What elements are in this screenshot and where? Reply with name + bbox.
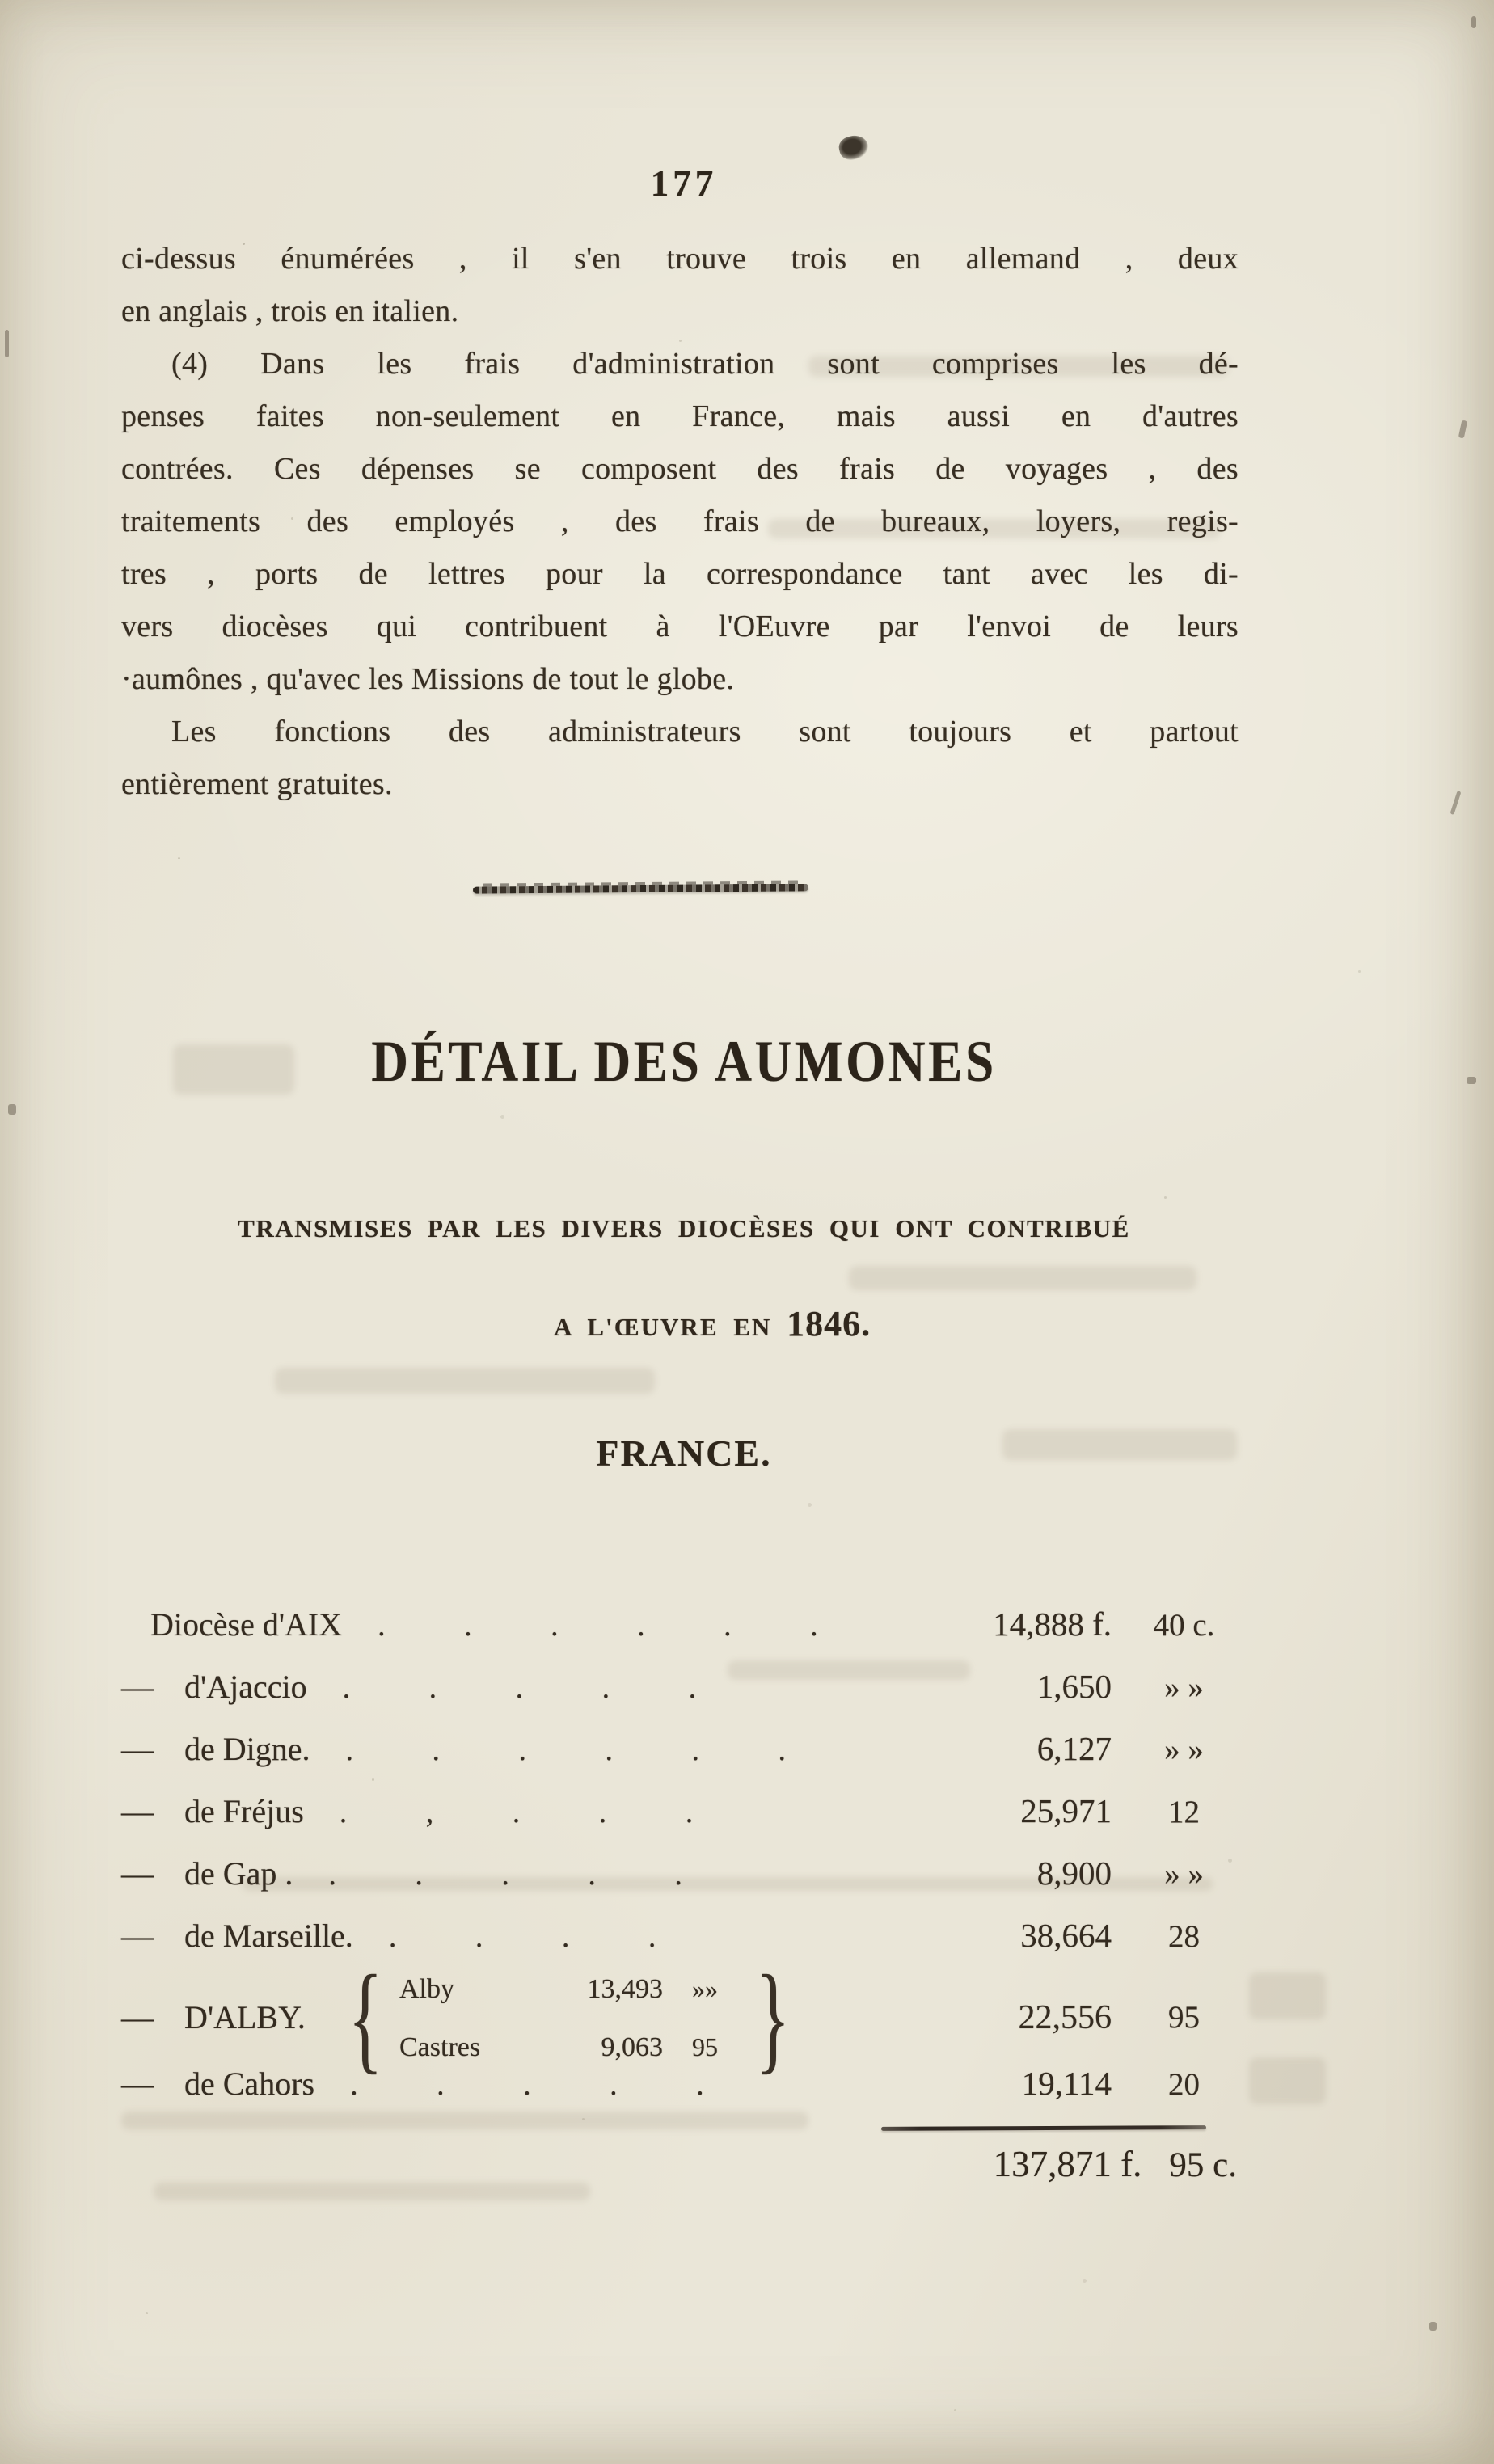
dot-leader: . . . . . [350, 2068, 740, 2102]
amount-francs: 22,556 [1018, 1998, 1112, 2036]
paragraph-line: vers diocèses qui contribuent à l'OEuvre par l'envoi de leurs [121, 610, 1239, 643]
diocese-label: D'ALBY. [184, 1999, 306, 2036]
paragraph-line: penses faites non-seulement en France, mais aussi en d'autres [121, 399, 1239, 433]
section-subtitle-line2 [121, 1300, 1247, 1348]
bleed-through-smear [275, 1368, 655, 1394]
table-row [121, 1667, 1247, 1715]
amount-centimes: 28 [1168, 1919, 1200, 1954]
amount-francs: 1,650 [1036, 1668, 1112, 1705]
total-amount: 137,871 f. [993, 2144, 1142, 2184]
dot-leader: . . . . . . [345, 1733, 822, 1767]
table-row [121, 1791, 1247, 1840]
dot-leader: . . . . . . [378, 1609, 854, 1643]
row-dash: — [121, 1669, 154, 1705]
diocese-label: de Marseille. [184, 1918, 353, 1954]
subtitle-prefix: A L'ŒUVRE EN [553, 1313, 787, 1341]
section-divider [473, 878, 808, 898]
amount-centimes: 12 [1168, 1795, 1200, 1829]
dot-leader: . . . . . [342, 1671, 732, 1705]
paragraph-line: ·aumônes , qu'avec les Missions de tout le globe. [121, 662, 735, 696]
paragraph-line: en anglais , trois en italien. [121, 294, 459, 328]
diocese-label: d'Ajaccio [184, 1669, 307, 1705]
amount-centimes: 40 c. [1153, 1608, 1215, 1643]
amount-francs: 38,664 [1020, 1917, 1112, 1954]
amount-centimes: » » [1164, 1670, 1204, 1705]
margin-mark [1429, 2322, 1437, 2331]
row-dash: — [121, 1855, 154, 1892]
margin-mark [1471, 16, 1476, 28]
sub-amount: 9,063 [601, 2032, 663, 2062]
table-row [121, 1729, 1247, 1778]
sub-label: Alby [399, 1973, 454, 2004]
page-number: 177 [650, 163, 718, 204]
margin-mark [1458, 420, 1467, 439]
sub-centimes: 95 [692, 2032, 718, 2061]
amount-francs: 19,114 [1021, 2065, 1112, 2102]
paragraph [121, 233, 1239, 338]
region-heading: FRANCE. [596, 1432, 772, 1474]
paragraph-line: tres , ports de lettres pour la correspondance tant avec les di- [121, 557, 1239, 591]
paragraph-line: traitements des employés , des frais de bureaux, loyers, regis- [121, 504, 1239, 538]
diocese-label: de Cahors [184, 2065, 315, 2102]
sub-label: Castres [399, 2032, 481, 2062]
diocese-label: Diocèse d'AIX [150, 1606, 343, 1643]
amount-centimes: 20 [1168, 2067, 1200, 2102]
table-row [121, 2064, 1247, 2112]
paragraph-line: entièrement gratuites. [121, 767, 393, 801]
row-dash: — [121, 2065, 154, 2102]
margin-mark [8, 1104, 16, 1115]
sub-amount: 13,493 [587, 1973, 663, 2004]
paragraph-line: contrées. Ces dépenses se composent des frais de voyages , des [121, 452, 1239, 486]
paragraph [121, 706, 1239, 811]
row-dash: — [121, 1731, 154, 1767]
paragraph-line: (4) Dans les frais d'administration sont comprises les dé- [171, 347, 1239, 381]
bleed-through-smear [1249, 2057, 1326, 2104]
row-dash: — [121, 1793, 154, 1829]
dot-leader: . . . . . [328, 1858, 718, 1892]
bleed-through-smear [121, 2112, 808, 2129]
table-row [121, 1605, 1247, 1653]
dot-leader: . , . . . [339, 1795, 729, 1829]
bleed-through-smear [1249, 1972, 1326, 2019]
row-dash: — [121, 1999, 154, 2036]
margin-mark [1467, 1077, 1476, 1084]
diocese-label: de Fréjus [184, 1793, 304, 1829]
section-title: DÉTAIL DES AUMONES [371, 1029, 997, 1094]
amount-centimes: » » [1164, 1857, 1204, 1892]
amount-francs: 8,900 [1036, 1854, 1112, 1892]
total-row [121, 2139, 1237, 2189]
amount-centimes: 95 [1168, 2000, 1200, 2035]
paragraph [121, 338, 1239, 706]
alby-sub-table [395, 1960, 744, 2076]
table-row [121, 1854, 1247, 1902]
sub-row [399, 1960, 739, 2018]
paragraph-line: ci-dessus énumérées , il s'en trouve trois en allemand , deux [121, 242, 1239, 276]
total-centimes: 95 c. [1169, 2146, 1237, 2184]
amount-francs: 14,888 f. [993, 1605, 1112, 1643]
amount-centimes: » » [1164, 1732, 1204, 1767]
section-subtitle: TRANSMISES PAR LES DIVERS DIOCÈSES QUI ONT CONTRIBUÉ [238, 1214, 1130, 1243]
total-rule [881, 2125, 1206, 2131]
ink-blot [837, 133, 871, 162]
bleed-through-smear [849, 1266, 1196, 1290]
row-dash: — [121, 1918, 154, 1954]
margin-mark [1450, 791, 1461, 815]
margin-mark [5, 330, 9, 357]
sub-centimes: »» [692, 1973, 718, 2003]
right-brace: } [755, 1950, 791, 2085]
amount-francs: 6,127 [1036, 1730, 1112, 1767]
left-brace: { [348, 1950, 383, 2085]
amount-francs: 25,971 [1020, 1792, 1112, 1829]
dot-leader: . . . . [388, 1920, 692, 1954]
diocese-label: de Gap . [184, 1855, 293, 1892]
diocese-label: de Digne. [184, 1731, 310, 1767]
paragraph-line: Les fonctions des administrateurs sont toujours et partout [171, 715, 1239, 749]
subtitle-year: 1846. [787, 1304, 872, 1344]
